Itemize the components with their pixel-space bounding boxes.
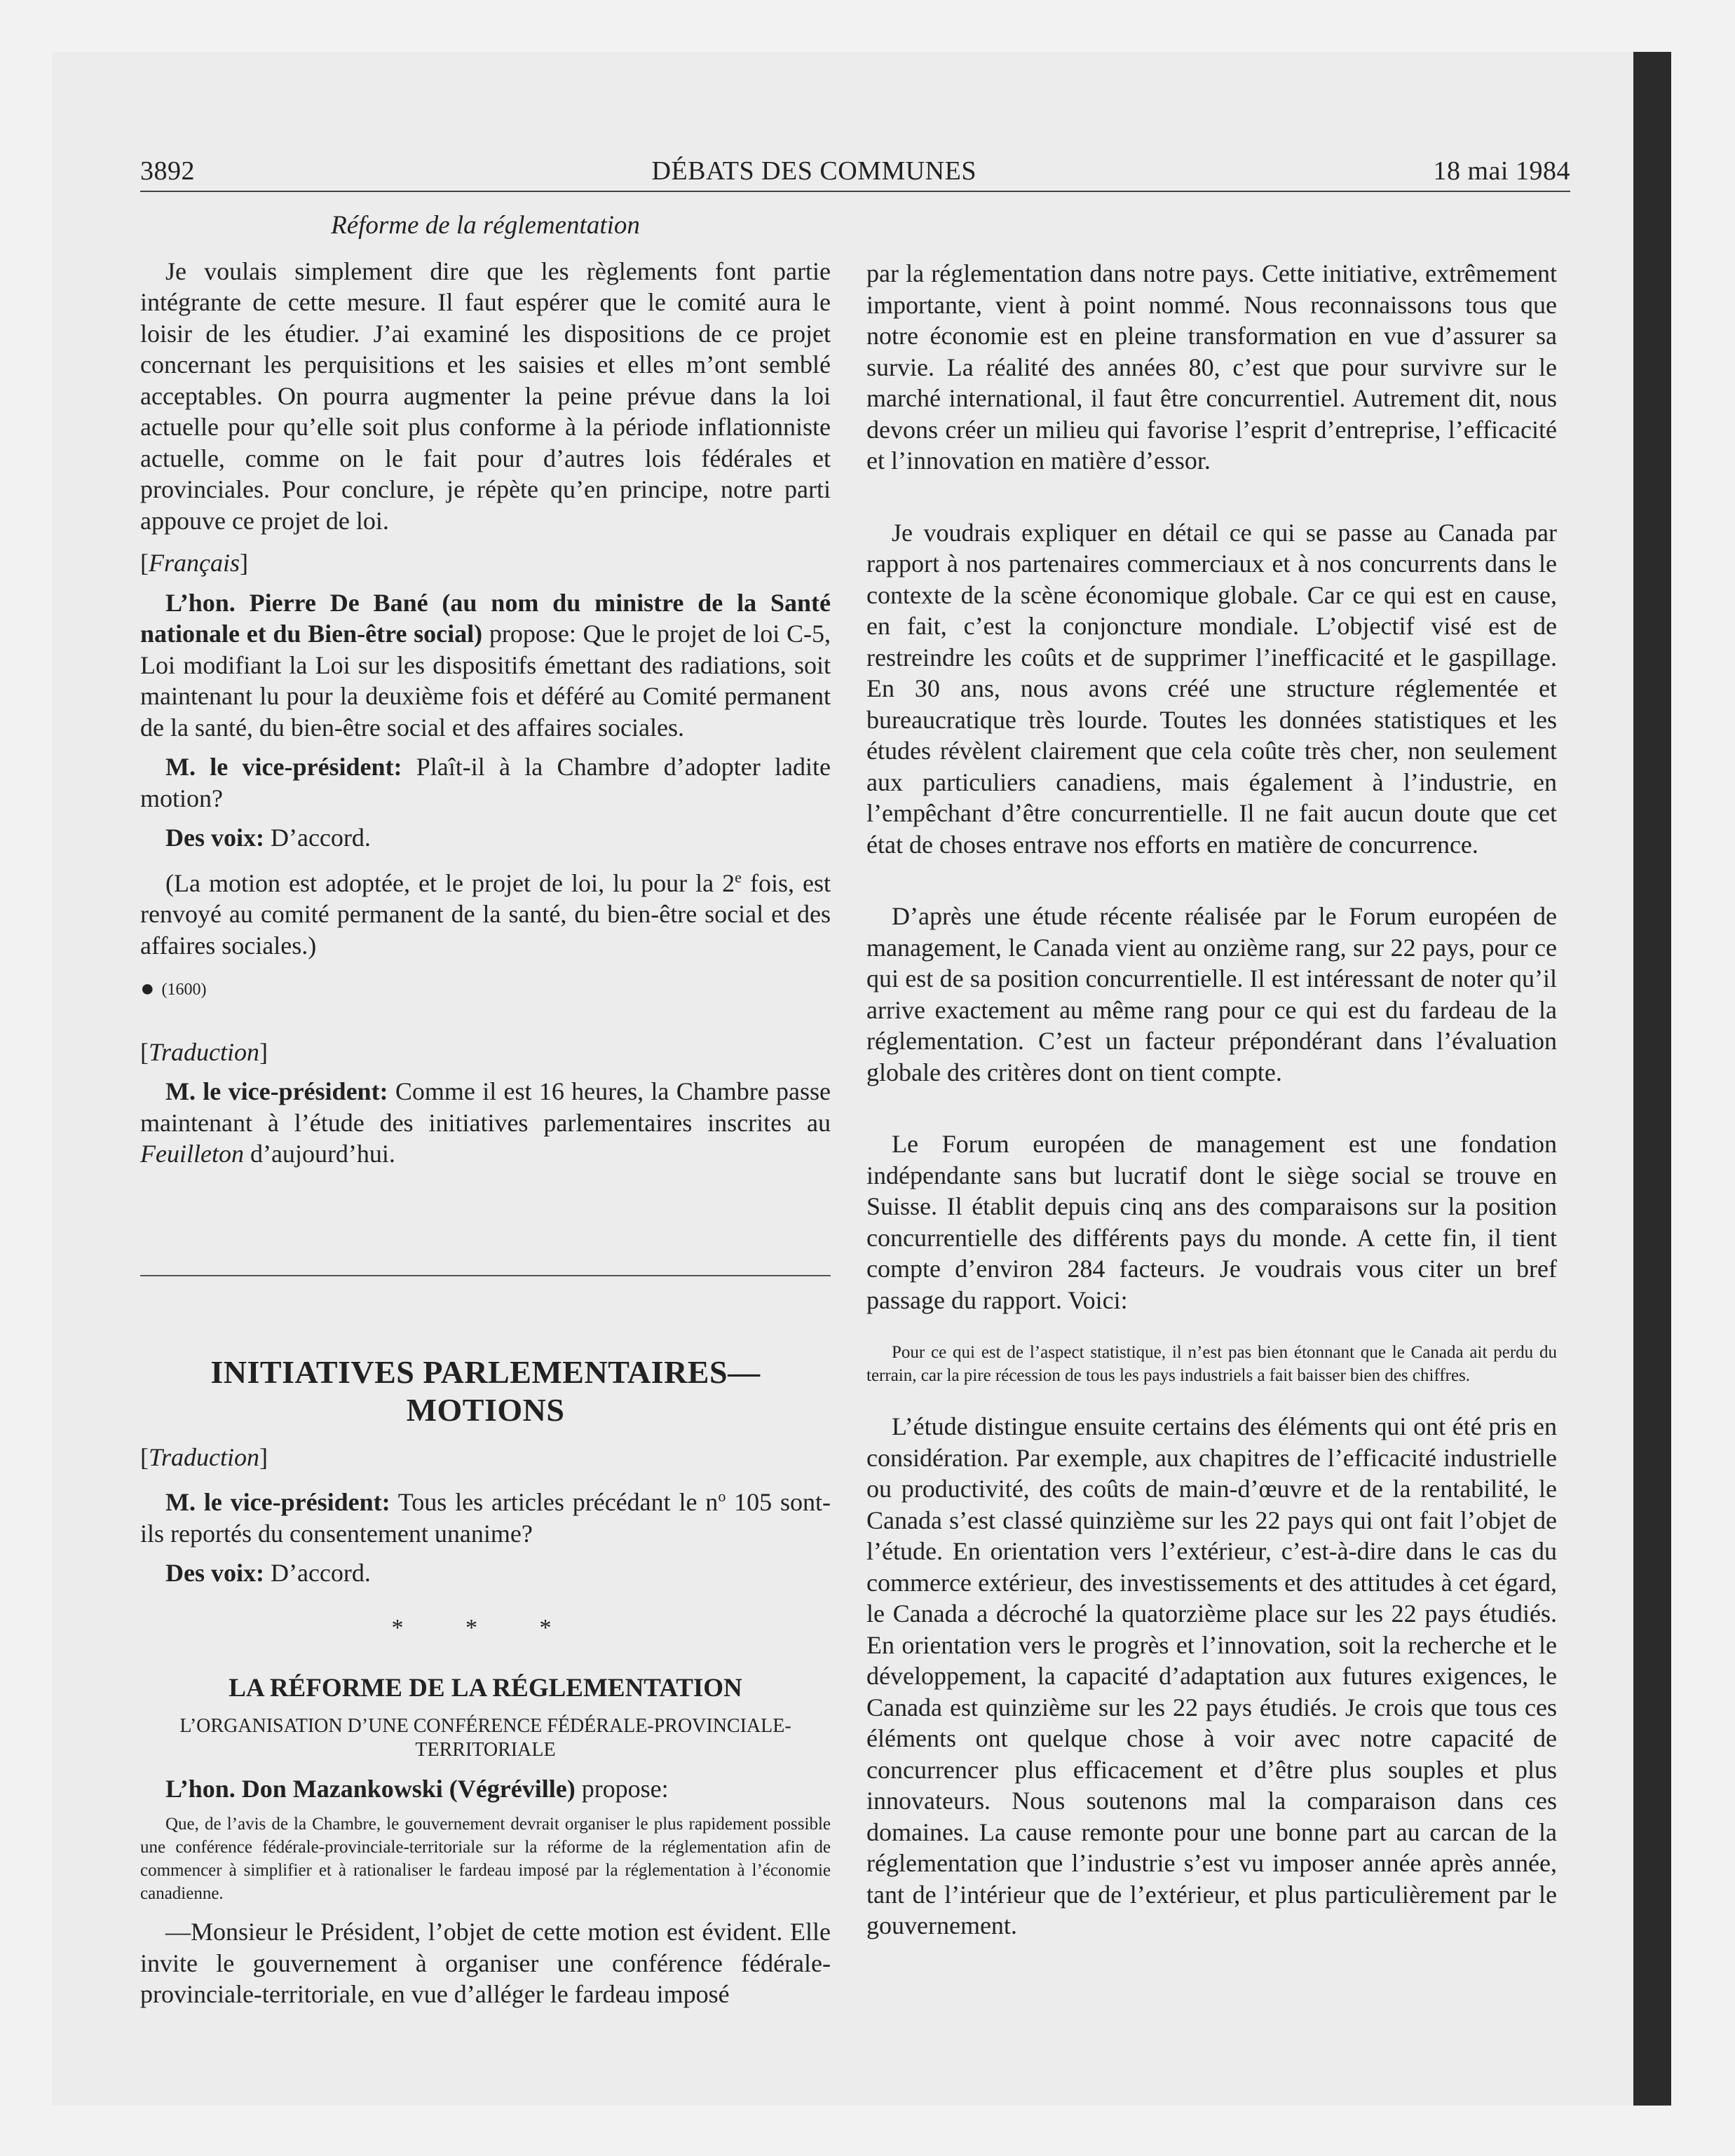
- paragraph: Je voulais simplement dire que les règlements font partie intégrante de cette mesure. Il faut espérer que le comité aura le loisir de les étudier. J’ai examiné les dispositions de ce projet concernant les perquisitions et les saisies et elles m’ont semblé acceptables. On pourra augmenter la peine prévue dans la loi actuelle pour qu’elle soit plus conforme à la période inflationniste actuelle, comme on le fait pour d’autres lois fédérales et provinciales. Pour conclure, je répète qu’en principe, notre parti appouve ce projet de loi.: [140, 257, 831, 535]
- speaker: L’hon. Don Mazankowski (Végréville): [165, 1774, 576, 1803]
- page-date: 18 mai 1984: [1433, 156, 1570, 186]
- speaker: Des voix:: [165, 1559, 264, 1587]
- speaker: M. le vice-président:: [165, 1488, 390, 1516]
- paragraph: —Monsieur le Président, l’objet de cette motion est évident. Elle invite le gouvernement à organiser une conférence fédérale-provinciale-territoriale, en vue d’alléger le fardeau imposé: [140, 1918, 831, 2008]
- paragraph: Des voix: D’accord.: [165, 1559, 371, 1587]
- paragraph: Je voudrais expliquer en détail ce qui se passe au Canada par rapport à nos partenaires commerciaux et à nos concurrents dans le contexte de la scène économique globale. Car ce qui est en cause, en fait, c’est la conjoncture mondiale. L’objectif visé est de restreindre les coûts et de supprimer l’inefficacité et le gaspillage. En 30 ans, nous avons créé une structure réglementée et bureaucratique très lourde. Toutes les données statistiques et les études révèlent clairement que cela coûte très cher, non seulement aux particuliers canadiens, mais également à l’industrie, en l’empêchant d’être concurrentielle. Il ne fait aucun doute que cet état de choses entrave nos efforts en matière de concurrence.: [866, 518, 1557, 859]
- paragraph: L’hon. Don Mazankowski (Végréville) propose:: [165, 1774, 669, 1803]
- left-column: [140, 210, 831, 2019]
- speaker: L’hon. Pierre De Bané (au nom du ministre de la Santé nationale et du Bien-être social): [140, 588, 831, 648]
- language-marker: [Traduction]: [140, 1442, 268, 1471]
- paragraph: L’étude distingue ensuite certains des éléments qui ont été pris en considération. Par exemple, aux chapitres de l’efficacité industrielle ou productivité, des coûts de main-d’œuvre et de la rentabilité, le Canada s’est classé quinzième sur les 22 pays qui ont fait l’objet de l’étude. En orientation vers l’extérieur, c’est-à-dire dans le cas du commerce extérieur, des investissements et des attitudes à cet égard, le Canada a décroché la quatorzième place sur les 22 pays étudiés. En orientation vers le progrès et l’innovation, soit la recherche et le développement, la capacité d’adaptation aux futures exigences, le Canada est quinzième sur les 22 pays étudiés. Je crois que tous ces éléments ont quelque chose à voir avec notre capacité de concurrencer plus efficacement et d’être plus souples et plus innovateurs. Nous soutenons mal la comparaison dans ces domaines. La cause remonte pour une bonne part au carcan de la réglementation que l’industrie s’est vu imposer année après année, tant de l’intérieur que de l’extérieur, et plus particulièrement par le gouvernement.: [866, 1412, 1557, 1939]
- paragraph: Le Forum européen de management est une fondation indépendante sans but lucratif dont le siège social se trouve en Suisse. Il établit depuis cinq ans des comparaisons sur la position concurrentielle des différents pays du monde. A cette fin, il tient compte d’environ 284 facteurs. Je voudrais vous citer un bref passage du rapport. Voici:: [866, 1130, 1557, 1314]
- paragraph: M. le vice-président: Comme il est 16 heures, la Chambre passe maintenant à l’étude des initiatives parlementaires inscrites au Feuilleton d’aujourd’hui.: [140, 1077, 831, 1168]
- right-column: [866, 258, 1557, 1950]
- speaker: M. le vice-président:: [165, 753, 402, 781]
- time-marker: ● (1600): [140, 976, 207, 1002]
- motion-text: Que, de l’avis de la Chambre, le gouvernement devrait organiser le plus rapidement possible une conférence fédérale-provinciale-territoriale sur la réforme de la réglementation afin de commencer à simplifier et à rationaliser le fardeau imposé par la réglementation à l’économie canadienne.: [140, 1815, 831, 1903]
- bullet-icon: ●: [140, 976, 155, 1002]
- page-number: 3892: [140, 156, 195, 186]
- page-header: [140, 156, 1570, 192]
- paragraph: D’après une étude récente réalisée par le Forum européen de management, le Canada vient au onzième rang, sur 22 pays, pour ce qui est de sa position concurrentielle. Il est intéressant de noter qu’il arrive exactement au même rang pour ce qui est du fardeau de la réglementation. C’est un facteur prépondérant dans l’évaluation globale des critères dont on tient compte.: [866, 902, 1557, 1086]
- report-quote: Pour ce qui est de l’aspect statistique, il n’est pas bien étonnant que le Canada ait perdu du terrain, car la pire récession de tous les pays industriels a fait baisser bien des chiffres.: [866, 1343, 1557, 1385]
- paragraph: Des voix: D’accord.: [165, 824, 371, 852]
- speaker: M. le vice-président:: [165, 1077, 388, 1105]
- language-marker: [Français]: [140, 549, 248, 577]
- paragraph: (La motion est adoptée, et le projet de loi, lu pour la 2e fois, est renvoyé au comité permanent de la santé, du bien-être social et des affaires sociales.): [140, 868, 831, 960]
- separator-stars: * * *: [391, 1614, 580, 1641]
- paragraph: L’hon. Pierre De Bané (au nom du ministre de la Santé nationale et du Bien-être social) propose: Que le projet de loi C-5, Loi modifiant la Loi sur les dispositifs émettant des radiations, soit maintenant lu pour la deuxième fois et déféré au Comité permanent de la santé, du bien-être social et des affaires sociales.: [140, 588, 831, 742]
- paragraph: M. le vice-président: Plaît-il à la Chambre d’adopter ladite motion?: [140, 753, 831, 812]
- paragraph: M. le vice-président: Tous les articles précédant le $n^o$ 105 sont-ils reportés du consentement unanime?: [140, 1487, 831, 1548]
- subsection-subtitle: L’ORGANISATION D’UNE CONFÉRENCE FÉDÉRALE-PROVINCIALE-TERRITORIALE: [179, 1714, 791, 1761]
- paragraph: par la réglementation dans notre pays. Cette initiative, extrêmement importante, vient à point nommé. Nous reconnaissons tous que notre économie est en pleine transformation en vue d’assurer sa survie. La réalité des années 80, c’est que pour survivre sur le marché international, il faut être concurrentiel. Autrement dit, nous devons créer un milieu qui favorise l’esprit d’entreprise, l’efficacité et l’innovation en matière d’essor.: [866, 259, 1557, 475]
- subsection-title: LA RÉFORME DE LA RÉGLEMENTATION: [229, 1674, 742, 1703]
- scan-edge: [1633, 52, 1671, 2106]
- running-title: Réforme de la réglementation: [331, 211, 640, 240]
- language-marker: [Traduction]: [140, 1037, 268, 1066]
- speaker: Des voix:: [165, 824, 264, 852]
- section-title: INITIATIVES PARLEMENTAIRES— MOTIONS: [210, 1353, 761, 1428]
- publication-title: DÉBATS DES COMMUNES: [651, 156, 977, 186]
- section-divider: [140, 1275, 831, 1276]
